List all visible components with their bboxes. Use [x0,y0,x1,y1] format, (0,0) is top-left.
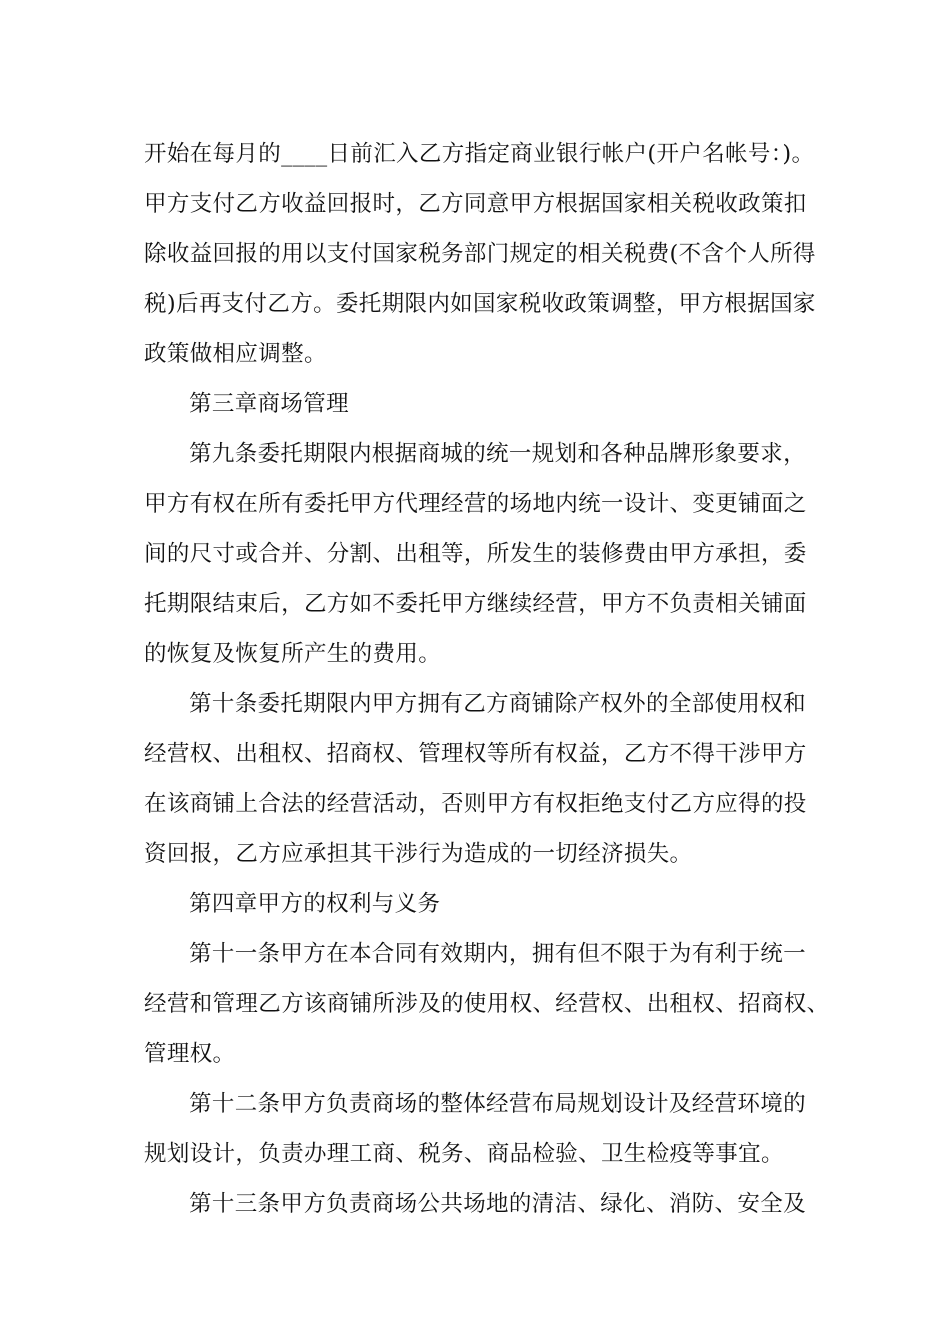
body-text-line: 甲方有权在所有委托甲方代理经营的场地内统一设计、变更铺面之 [144,491,807,517]
body-text-line: 政策做相应调整。 [144,341,327,367]
body-text-line: 在该商铺上合法的经营活动，否则甲方有权拒绝支付乙方应得的投 [144,791,807,817]
body-text-line: 资回报，乙方应承担其干涉行为造成的一切经济损失。 [144,841,693,867]
article-first-line: 第九条委托期限内根据商城的统一规划和各种品牌形象要求， [189,441,806,467]
article-first-line: 第十二条甲方负责商场的整体经营布局规划设计及经营环境的 [189,1091,806,1117]
chapter-heading: 第三章商场管理 [189,391,349,417]
body-text-line: 税)后再支付乙方。委托期限内如国家税收政策调整，甲方根据国家 [144,291,816,317]
body-text-line: 规划设计，负责办理工商、税务、商品检验、卫生检疫等事宜。 [144,1141,784,1167]
body-text-line: 除收益回报的用以支付国家税务部门规定的相关税费(不含个人所得 [144,241,816,267]
body-text-line: 开始在每月的____日前汇入乙方指定商业银行帐户(开户名帐号：)。 [144,141,815,167]
chapter-heading: 第四章甲方的权利与义务 [189,891,441,917]
body-text-line: 托期限结束后，乙方如不委托甲方继续经营，甲方不负责相关铺面 [144,591,807,617]
article-first-line: 第十一条甲方在本合同有效期内，拥有但不限于为有利于统一 [189,941,806,967]
body-text-line: 间的尺寸或合并、分割、出租等，所发生的装修费由甲方承担，委 [144,541,807,567]
body-text-line: 的恢复及恢复所产生的费用。 [144,641,442,667]
article-first-line: 第十条委托期限内甲方拥有乙方商铺除产权外的全部使用权和 [189,691,806,717]
body-text-line: 甲方支付乙方收益回报时，乙方同意甲方根据国家相关税收政策扣 [144,191,807,217]
document-body [144,129,830,1229]
body-text-line: 经营权、出租权、招商权、管理权等所有权益，乙方不得干涉甲方 [144,741,807,767]
body-text-line: 经营和管理乙方该商铺所涉及的使用权、经营权、出租权、招商权、 [144,991,830,1017]
article-first-line: 第十三条甲方负责商场公共场地的清洁、绿化、消防、安全及 [189,1191,806,1217]
body-text-line: 管理权。 [144,1041,236,1067]
